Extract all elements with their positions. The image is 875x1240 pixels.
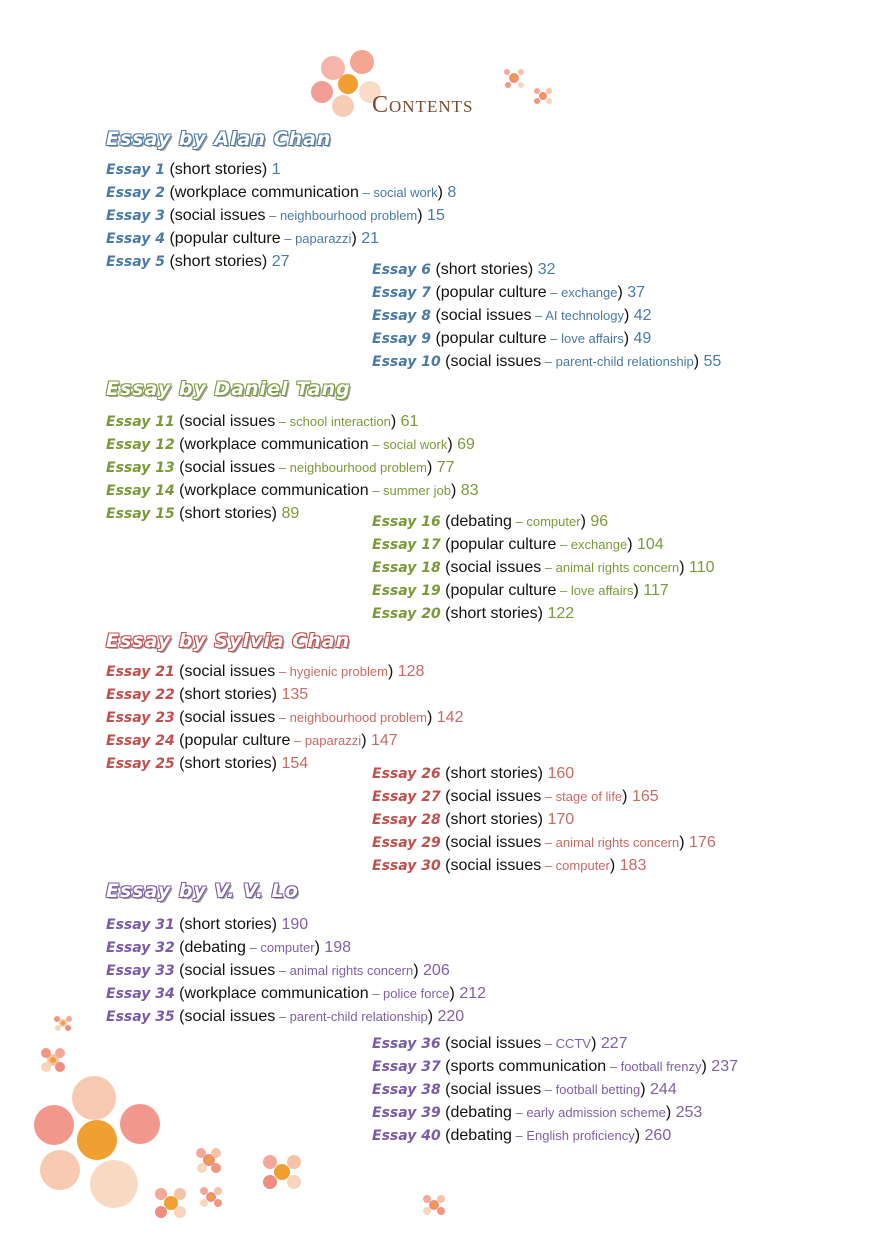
toc-entry[interactable]: Essay 12 (workplace communication – social work) 69 bbox=[106, 436, 475, 453]
page-number: 15 bbox=[427, 207, 445, 224]
essay-number: Essay 24 bbox=[106, 733, 175, 749]
toc-entry[interactable]: Essay 40 (debating – English proficiency) 260 bbox=[372, 1127, 672, 1144]
toc-entry[interactable]: Essay 7 (popular culture – exchange) 37 bbox=[372, 284, 646, 301]
essay-topic: – animal rights concern bbox=[541, 560, 680, 575]
essay-number: Essay 18 bbox=[372, 560, 441, 576]
essay-topic: – exchange bbox=[546, 285, 618, 300]
toc-entry[interactable]: Essay 35 (social issues – parent-child relationship) 220 bbox=[106, 1008, 465, 1025]
essay-topic: – neighbourhood problem bbox=[275, 710, 427, 725]
page-number: 61 bbox=[400, 413, 419, 430]
essay-number: Essay 33 bbox=[106, 963, 175, 979]
essay-number: Essay 25 bbox=[106, 756, 175, 772]
essay-topic: – CCTV bbox=[541, 1036, 592, 1051]
toc-entry[interactable]: Essay 4 (popular culture – paparazzi) 21 bbox=[106, 230, 380, 247]
page-number: 154 bbox=[281, 755, 309, 772]
page-number: 206 bbox=[423, 962, 450, 979]
toc-entry[interactable]: Essay 34 (workplace communication – police force) 212 bbox=[106, 985, 487, 1002]
author-heading: Essay by Daniel Tang bbox=[106, 378, 351, 400]
flower-icon bbox=[504, 69, 524, 88]
page-number: 198 bbox=[324, 939, 352, 956]
toc-entry[interactable]: Essay 26 (short stories) 160 bbox=[372, 765, 575, 782]
flower-icon bbox=[311, 50, 381, 117]
essay-topic: – love affairs bbox=[556, 583, 634, 598]
toc-entry[interactable]: Essay 9 (popular culture – love affairs) 49 bbox=[372, 330, 652, 347]
toc-entry[interactable]: Essay 21 (social issues – hygienic problem) 128 bbox=[106, 663, 425, 680]
essay-number: Essay 32 bbox=[106, 940, 175, 956]
page-number: 110 bbox=[689, 559, 715, 576]
page-number: 260 bbox=[644, 1127, 672, 1144]
essay-topic: – paparazzi bbox=[290, 733, 362, 748]
toc-entry[interactable]: Essay 13 (social issues – neighbourhood problem) 77 bbox=[106, 459, 455, 476]
page-number: 37 bbox=[627, 284, 646, 301]
essay-topic: – computer bbox=[541, 858, 610, 873]
toc-entry[interactable]: Essay 28 (short stories) 170 bbox=[372, 811, 575, 828]
essay-number: Essay 9 bbox=[372, 331, 431, 347]
essay-number: Essay 8 bbox=[372, 308, 431, 324]
essay-number: Essay 6 bbox=[372, 262, 431, 278]
essay-number: Essay 39 bbox=[372, 1105, 441, 1121]
toc-entry[interactable]: Essay 18 (social issues – animal rights concern) 110 bbox=[372, 559, 715, 576]
essay-number: Essay 22 bbox=[106, 687, 175, 703]
flower-icon bbox=[534, 88, 552, 104]
page-number: 117 bbox=[643, 582, 669, 599]
essay-topic: – computer bbox=[511, 514, 581, 529]
essay-topic: – computer bbox=[245, 940, 315, 955]
flower-icon bbox=[41, 1048, 65, 1072]
essay-topic: – neighbourhood problem bbox=[265, 208, 418, 223]
page-number: 27 bbox=[271, 253, 290, 270]
essay-number: Essay 4 bbox=[106, 231, 165, 247]
essay-number: Essay 3 bbox=[106, 208, 165, 224]
toc-entry[interactable]: Essay 36 (social issues – CCTV) 227 bbox=[372, 1035, 628, 1052]
page-number: 42 bbox=[633, 307, 652, 324]
page-title: Contents bbox=[372, 92, 474, 118]
essay-number: Essay 5 bbox=[106, 254, 165, 270]
toc-entry[interactable]: Essay 30 (social issues – computer) 183 bbox=[372, 857, 647, 874]
flower-icon bbox=[34, 1076, 160, 1208]
toc-entry[interactable]: Essay 16 (debating – computer) 96 bbox=[372, 513, 609, 530]
toc-entry[interactable]: Essay 10 (social issues – parent-child relationship) 55 bbox=[372, 353, 722, 370]
essay-number: Essay 26 bbox=[372, 766, 441, 782]
essay-number: Essay 36 bbox=[372, 1036, 441, 1052]
essay-topic: – animal rights concern bbox=[275, 963, 414, 978]
essay-number: Essay 35 bbox=[106, 1009, 175, 1025]
toc-entry[interactable]: Essay 24 (popular culture – paparazzi) 147 bbox=[106, 732, 398, 749]
flower-icon bbox=[263, 1155, 301, 1189]
essay-topic: – neighbourhood problem bbox=[275, 460, 427, 475]
author-heading: Essay by Sylvia Chan bbox=[106, 630, 351, 652]
essay-number: Essay 23 bbox=[106, 710, 175, 726]
page-number: 1 bbox=[271, 161, 281, 178]
flower-icon bbox=[54, 1016, 72, 1031]
essay-topic: – police force bbox=[368, 986, 450, 1001]
essay-number: Essay 37 bbox=[372, 1059, 441, 1075]
page-number: 237 bbox=[711, 1058, 738, 1075]
essay-topic: – stage of life bbox=[541, 789, 623, 804]
page-number: 165 bbox=[631, 788, 659, 805]
page-number: 21 bbox=[361, 230, 380, 247]
essay-topic: – English proficiency bbox=[511, 1128, 635, 1143]
essay-number: Essay 11 bbox=[106, 414, 175, 430]
page-number: 122 bbox=[547, 605, 575, 622]
essay-topic: – social work bbox=[358, 185, 438, 200]
page-number: 83 bbox=[460, 482, 479, 499]
page-number: 128 bbox=[397, 663, 425, 680]
page-number: 32 bbox=[537, 261, 556, 278]
toc-entry[interactable]: Essay 38 (social issues – football betting) 244 bbox=[372, 1081, 677, 1098]
toc-entry[interactable]: Essay 31 (short stories) 190 bbox=[106, 916, 309, 933]
toc-entry[interactable]: Essay 15 (short stories) 89 bbox=[106, 505, 300, 522]
essay-number: Essay 16 bbox=[372, 514, 441, 530]
essay-number: Essay 10 bbox=[372, 354, 441, 370]
essay-topic: – school interaction bbox=[275, 414, 391, 429]
author-heading: Essay by V. V. Lo bbox=[106, 880, 299, 902]
essay-number: Essay 7 bbox=[372, 285, 431, 301]
toc-entry[interactable]: Essay 22 (short stories) 135 bbox=[106, 686, 309, 703]
page-number: 253 bbox=[675, 1104, 703, 1121]
flower-icon bbox=[196, 1148, 221, 1173]
toc-entry[interactable]: Essay 2 (workplace communication – social work) 8 bbox=[106, 184, 457, 201]
essay-number: Essay 19 bbox=[372, 583, 441, 599]
essay-number: Essay 31 bbox=[106, 917, 175, 933]
toc-entry[interactable]: Essay 29 (social issues – animal rights concern) 176 bbox=[372, 834, 716, 851]
essay-number: Essay 21 bbox=[106, 664, 175, 680]
page-number: 212 bbox=[459, 985, 487, 1002]
essay-topic: – early admission scheme bbox=[511, 1105, 666, 1120]
page-number: 220 bbox=[437, 1008, 465, 1025]
flower-icon bbox=[423, 1195, 445, 1215]
essay-topic: – summer job bbox=[368, 483, 451, 498]
toc-entry[interactable]: Essay 14 (workplace communication – summer job) 83 bbox=[106, 482, 479, 499]
essay-number: Essay 15 bbox=[106, 506, 175, 522]
essay-topic: – football frenzy bbox=[606, 1059, 702, 1074]
toc-entry[interactable]: Essay 39 (debating – early admission scheme) 253 bbox=[372, 1104, 703, 1121]
toc-entry[interactable]: Essay 33 (social issues – animal rights concern) 206 bbox=[106, 962, 450, 979]
toc-entry[interactable]: Essay 32 (debating – computer) 198 bbox=[106, 939, 352, 956]
essay-number: Essay 14 bbox=[106, 483, 175, 499]
essay-number: Essay 38 bbox=[372, 1082, 441, 1098]
toc-entry[interactable]: Essay 11 (social issues – school interaction) 61 bbox=[106, 413, 419, 430]
essay-number: Essay 20 bbox=[372, 606, 441, 622]
essay-number: Essay 17 bbox=[372, 537, 441, 553]
essay-number: Essay 30 bbox=[372, 858, 441, 874]
page-number: 8 bbox=[447, 184, 457, 201]
page-number: 55 bbox=[703, 353, 722, 370]
page-number: 170 bbox=[547, 811, 575, 828]
page-number: 142 bbox=[436, 709, 464, 726]
page-number: 160 bbox=[547, 765, 575, 782]
page-number: 135 bbox=[281, 686, 309, 703]
toc-entry[interactable]: Essay 27 (social issues – stage of life) 165 bbox=[372, 788, 659, 805]
essay-topic: – exchange bbox=[556, 537, 628, 552]
page-number: 77 bbox=[436, 459, 455, 476]
toc-entry[interactable]: Essay 23 (social issues – neighbourhood problem) 142 bbox=[106, 709, 464, 726]
toc-entry[interactable]: Essay 8 (social issues – AI technology) 42 bbox=[372, 307, 652, 324]
page-number: 227 bbox=[600, 1035, 628, 1052]
flower-icon bbox=[200, 1187, 222, 1207]
essay-topic: – social work bbox=[368, 437, 448, 452]
toc-entry[interactable]: Essay 37 (sports communication – football frenzy) 237 bbox=[372, 1058, 738, 1075]
essay-topic: – hygienic problem bbox=[275, 664, 388, 679]
essay-topic: – AI technology bbox=[531, 308, 624, 323]
toc-entry[interactable]: Essay 17 (popular culture – exchange) 104 bbox=[372, 536, 664, 553]
toc-entry[interactable]: Essay 5 (short stories) 27 bbox=[106, 253, 290, 270]
essay-topic: – animal rights concern bbox=[541, 835, 680, 850]
essay-number: Essay 34 bbox=[106, 986, 175, 1002]
page-number: 104 bbox=[636, 536, 664, 553]
page-number: 147 bbox=[370, 732, 398, 749]
toc-entry[interactable]: Essay 6 (short stories) 32 bbox=[372, 261, 556, 278]
author-heading: Essay by Alan Chan bbox=[106, 128, 332, 150]
essay-topic: – paparazzi bbox=[280, 231, 352, 246]
essay-number: Essay 1 bbox=[106, 162, 165, 178]
essay-number: Essay 12 bbox=[106, 437, 175, 453]
flower-icon bbox=[155, 1188, 186, 1218]
essay-number: Essay 27 bbox=[372, 789, 441, 805]
essay-topic: – parent-child relationship bbox=[541, 354, 694, 369]
page-number: 190 bbox=[281, 916, 309, 933]
page-number: 183 bbox=[619, 857, 647, 874]
page-number: 89 bbox=[281, 505, 300, 522]
toc-entry[interactable]: Essay 3 (social issues – neighbourhood problem) 15 bbox=[106, 207, 445, 224]
essay-topic: – parent-child relationship bbox=[275, 1009, 428, 1024]
toc-entry[interactable]: Essay 1 (short stories) 1 bbox=[106, 161, 281, 178]
toc-entry[interactable]: Essay 20 (short stories) 122 bbox=[372, 605, 575, 622]
essay-number: Essay 13 bbox=[106, 460, 175, 476]
essay-number: Essay 28 bbox=[372, 812, 441, 828]
essay-number: Essay 2 bbox=[106, 185, 165, 201]
essay-topic: – football betting bbox=[541, 1082, 641, 1097]
toc-entry[interactable]: Essay 25 (short stories) 154 bbox=[106, 755, 309, 772]
page-number: 96 bbox=[590, 513, 609, 530]
essay-number: Essay 29 bbox=[372, 835, 441, 851]
essay-topic: – love affairs bbox=[546, 331, 624, 346]
essay-number: Essay 40 bbox=[372, 1128, 441, 1144]
toc-entry[interactable]: Essay 19 (popular culture – love affairs) 117 bbox=[372, 582, 669, 599]
page-number: 69 bbox=[457, 436, 475, 453]
page-number: 176 bbox=[689, 834, 716, 851]
page-number: 244 bbox=[650, 1081, 677, 1098]
page-number: 49 bbox=[633, 330, 652, 347]
